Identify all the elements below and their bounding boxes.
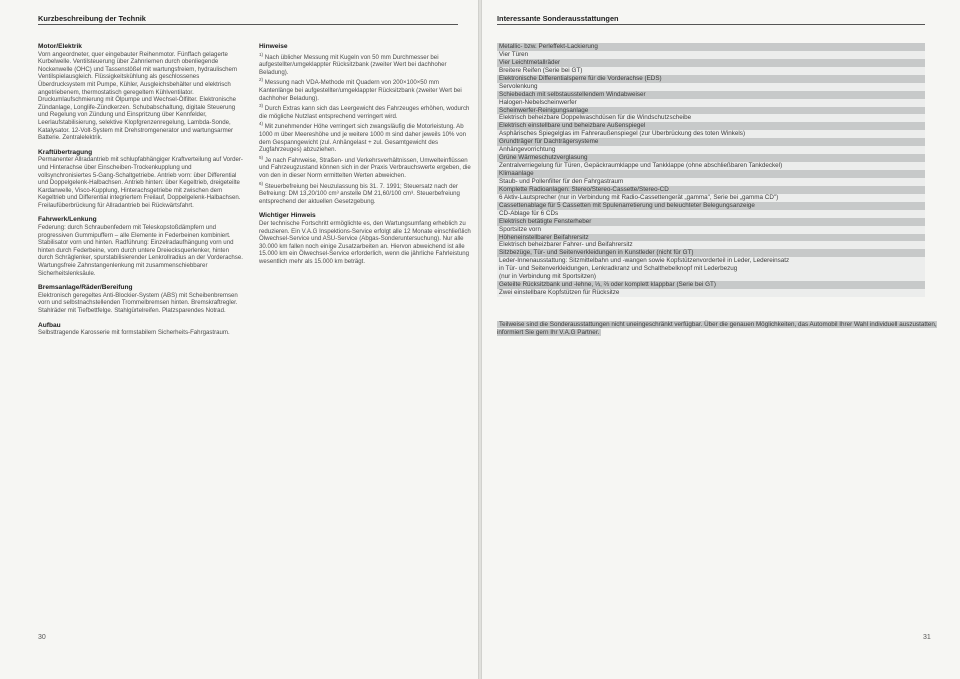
list-item: Sitzbezüge, Tür- und Seitenverkleidungen in Kunstleder (nicht für GT) xyxy=(497,249,925,257)
list-item: in Tür- und Seitenverkleidungen, Lenkradkranz und Schalthebelknopf mit Lederbezug xyxy=(497,265,925,273)
list-item: Scheinwerfer-Reinigungsanlage xyxy=(497,107,925,115)
note-text: Durch Extras kann sich das Leergewicht des Fahrzeuges erhöhen, wodurch die mögliche Nutzlast entsprechend verringert wird. xyxy=(259,105,470,120)
note-text: Nach üblicher Messung mit Kugeln von 50 mm Durchmesser bei aufgestellter/umgeklappter Rücksitzbank (zweiter Wert bei dachhoher Beladung). xyxy=(259,53,447,76)
note-text: Je nach Fahrweise, Straßen- und Verkehrsverhältnissen, Umwelteinflüssen und Fahrzeugzustand können sich in der Praxis Verbrauchswerte ergeben, die von den in dieser Norm ermittelten Werten abweichen. xyxy=(259,156,471,180)
hinweise-column xyxy=(259,43,471,266)
section-text: Permanenter Allradantrieb mit schlupfabhängiger Kraftverteilung auf Vorder- und Hinterachse über Einscheiben-Trockenkupplung und vollsynchronisiertes 5-Gang-Schaltgetriebe. Antrieb vorn: über Differential und Doppelgelenk-Halbachsen. Antrieb hinten: über Kegeltrieb, dreigeteilte Kardanwelle, Visco-Kupplung, Hinterachsgetriebe mit zwischen dem Kegeltrieb und Differential integriertem Freilauf, Doppelgelenk-Halbachsen. Freilaufüberbrückung für Allradantrieb bei Rückwärtsfahrt. xyxy=(38,156,243,209)
list-item: Elektrisch beheizbarer Fahrer- und Beifahrersitz xyxy=(497,241,925,249)
list-item: Elektrisch einstellbare und beheizbare Außenspiegel xyxy=(497,122,925,130)
list-item: Staub- und Pollenfilter für den Fahrgastraum xyxy=(497,178,925,186)
technik-column xyxy=(38,43,243,337)
list-item: Vier Türen xyxy=(497,51,925,59)
list-item: CD-Ablage für 6 CDs xyxy=(497,210,925,218)
section-text: Elektronisch geregeltes Anti-Blockier-System (ABS) mit Scheibenbremsen vorn und selbstnachstellenden Trommelbremsen hinten. Bremskraftregler. Stahlräder mit Tiefbettfelge. Stahlgürtelreifen. Platzsparendes Notrad. xyxy=(38,291,238,314)
page-number-right: 31 xyxy=(923,634,931,641)
list-item: Halogen-Nebelscheinwerfer xyxy=(497,99,925,107)
note-mark: 5) xyxy=(259,154,264,160)
section-heading: Kraftübertragung xyxy=(38,148,93,156)
section-heading: Aufbau xyxy=(38,321,61,329)
list-item: Cassettenablage für 5 Cassetten mit Spulenarretierung und beleuchteter Belegungsanzeige xyxy=(497,202,925,210)
hinweis-note xyxy=(259,51,471,77)
left-page-header: Kurzbeschreibung der Technik xyxy=(38,14,146,23)
section-heading: Motor/Elektrik xyxy=(38,43,82,50)
left-page xyxy=(0,0,478,679)
hinweise-heading: Hinweise xyxy=(259,43,288,50)
list-item: Elektronische Differentialsperre für die Vorderachse (EDS) xyxy=(497,75,925,83)
note-text: Messung nach VDA-Methode mit Quadern von 200×100×50 mm Kantenlänge bei aufgestellter/umgeklappter Rücksitzbank (zweiter Wert bei dachhoher Beladung). xyxy=(259,79,462,102)
footnote xyxy=(497,321,955,337)
section-heading: Fahrwerk/Lenkung xyxy=(38,216,97,224)
wichtig-text: Der technische Fortschritt ermöglichte es, den Wartungsumfang erheblich zu reduzieren. Ein V.A.G Inspektions-Service erfolgt alle 12 Monate einschließlich Ölwechsel-Service und ASU-Service (Abgas-Sonderuntersuchung). Nur alle 30.000 km fallen noch einige Zusatzarbeiten an. Hiervon abweichend ist alle 15.000 km ein Ölwechsel-Service erforderlich, wenn die jährliche Fahrleistung wesentlich mehr als 15.000 km beträgt. xyxy=(259,220,471,266)
list-item: Anhängevorrichtung xyxy=(497,146,925,154)
list-item: (nur in Verbindung mit Sportsitzen) xyxy=(497,273,925,281)
sonderausstattungen-list xyxy=(497,43,925,297)
hinweis-note xyxy=(259,76,471,102)
list-item: Grundträger für Dachträgersysteme xyxy=(497,138,925,146)
list-item: Zentralverriegelung für Türen, Gepäckraumklappe und Tankklappe (ohne abschließbaren Tankdeckel) xyxy=(497,162,925,170)
hinweis-note xyxy=(259,154,471,180)
list-item: Breitere Reifen (Serie bei GT) xyxy=(497,67,925,75)
list-item: Zwei einstellbare Kopfstützen für Rücksitze xyxy=(497,289,925,297)
footnote-text: Teilweise sind die Sonderausstattungen nicht uneingeschränkt verfügbar. Über die genauen Möglichkeiten, das Automobil Ihrer Wahl individuell auszustatten, informiert Sie gern Ihr V.A.G Partner. xyxy=(497,321,937,336)
note-text: Steuerbefreiung bei Neuzulassung bis 31. 7. 1991; Steuersatz nach der Befreiung: DM 13,20/100 cm³ anstelle DM 21,60/100 cm³. Steuerbefreiung entsprechend der aktuellen Gesetzgebung. xyxy=(259,182,460,205)
left-header-rule xyxy=(38,24,458,25)
list-item: Elektrisch betätigte Fensterheber xyxy=(497,218,925,226)
list-item: Geteilte Rücksitzbank und -lehne, ⅓, ⅔ oder komplett klappbar (Serie bei GT) xyxy=(497,281,925,289)
section-text: Federung: durch Schraubenfedern mit Teleskopstoßdämpfern und progressiven Gummipuffern – alle Elemente in Federbeinen kombiniert. Stabilisator vorn und hinten. Radführung: Einzelradaufhängung vorn und hinten durch Federbeine, vorn durch untere Dreiecksquerlenker, hinten durch Schräglenker, spurstabilisierender Lenkrollradius an der Vorderachse. Wartungsfreie Zahnstangenlenkung mit zusammenschiebbarer Sicherheitslenksäule. xyxy=(38,224,243,277)
list-item: 6 Aktiv-Lautsprecher (nur in Verbindung mit Radio-Cassettengerät „gamma", Serie bei „gamma CD") xyxy=(497,194,925,202)
section-heading: Bremsanlage/Räder/Bereifung xyxy=(38,284,133,292)
list-item: Klimaanlage xyxy=(497,170,925,178)
note-mark: 4) xyxy=(259,121,264,127)
list-item: Höheneinstellbarer Beifahrersitz xyxy=(497,234,925,242)
note-mark: 1) xyxy=(259,51,264,57)
list-item: Asphärisches Spiegelglas im Fahreraußenspiegel (zur Überbrückung des toten Winkels) xyxy=(497,130,925,138)
list-item: Vier Leichtmetallräder xyxy=(497,59,925,67)
section-text: Selbsttragende Karosserie mit formstabilem Sicherheits-Fahrgastraum. xyxy=(38,329,230,337)
note-mark: 2) xyxy=(259,77,264,83)
note-mark: 6) xyxy=(259,180,264,186)
note-mark: 3) xyxy=(259,103,264,109)
list-item: Schiebedach mit selbstausstellendem Windabweiser xyxy=(497,91,925,99)
list-item: Komplette Radioanlagen: Stereo/Stereo-Cassette/Stereo-CD xyxy=(497,186,925,194)
right-header-rule xyxy=(497,24,925,25)
list-item: Metallic- bzw. Perleffekt-Lackierung xyxy=(497,43,925,51)
list-item: Leder-Innenausstattung: Sitzmittelbahn und -wangen sowie Kopfstützenvorderteil in Leder, Ledereinsatz xyxy=(497,257,925,265)
section-text: Vorn angeordneter, quer eingebauter Reihenmotor. Fünffach gelagerte Kurbelwelle. Ventilsteuerung über Zahnriemen durch obenliegende Nockenwelle (OHC) und Tassenstößel mit wartungsfreiem, hydraulischem Ventilspielausgleich. Flüssigkeitskühlung als geschlossenes Überdrucksystem mit Pumpe, Kühler, Ausgleichsbehälter und elektrisch angetriebenem, thermostatisch geregeltem Kühlventilator. Druckumlaufschmierung mit Ölpumpe und Wechsel-Ölfilter. Elektronische Zündanlage, Longlife-Zündkerzen. Schubabschaltung, digitale Steuerung und Regelung von Zündung und Einspritzung über Kennfelder, Leerlaufstabilisierung, selektive Klopfgrenzenregelung, Lambda-Sonde, Katalysator. 12-Volt-System mit Drehstromgenerator und wartungsarmer Batterie. Zentralelektrik. xyxy=(38,50,238,142)
note-text: Mit zunehmender Höhe verringert sich zwangsläufig die Motorleistung. Ab 1000 m über Meereshöhe und je weitere 1000 m sind daher jeweils 10% von dem Gespanngewicht (zul. Anhängelast + zul. Gesamtgewicht des Zugfahrzeuges) abzuziehen. xyxy=(259,123,466,154)
list-item: Sportsitze vorn xyxy=(497,226,925,234)
list-item: Elektrisch beheizbare Doppelwaschdüsen für die Windschutzscheibe xyxy=(497,114,925,122)
list-item: Grüne Wärmeschutzverglasung xyxy=(497,154,925,162)
hinweis-note xyxy=(259,180,471,206)
hinweis-note xyxy=(259,120,471,153)
list-item: Servolenkung xyxy=(497,83,925,91)
right-page-header: Interessante Sonderausstattungen xyxy=(497,14,619,23)
hinweis-note xyxy=(259,102,471,120)
wichtig-heading: Wichtiger Hinweis xyxy=(259,212,316,220)
page-number-left: 30 xyxy=(38,634,46,641)
